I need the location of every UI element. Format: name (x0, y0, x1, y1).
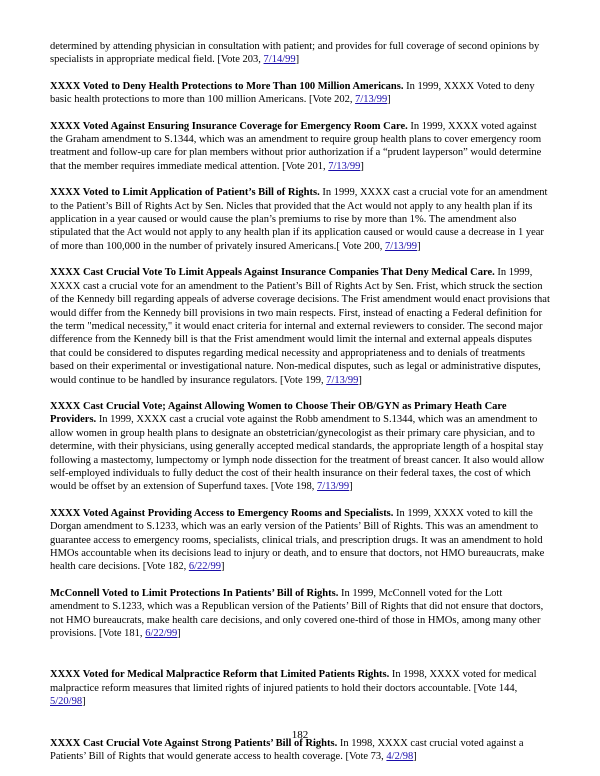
paragraph-limit-appeals (50, 266, 550, 387)
paragraph-tail: ] (387, 94, 391, 106)
paragraph-body: In 1999, XXXX voted against the Graham amendment to S.1344, which was an amendment to require group health plans to cover emergency room treatment and follow-up care for plan members without prior authorization if a “prudent layperson” would determine that the member requires immediate medical attention. [Vote 201, (50, 120, 542, 172)
vote-date-link[interactable]: 6/22/99 (188, 561, 221, 573)
paragraph-tail: ] (177, 628, 181, 640)
paragraph-malpractice-reform (50, 668, 550, 708)
paragraph-heading: XXXX Voted Against Ensuring Insurance Coverage for Emergency Room Care. (50, 120, 408, 132)
vote-date-link[interactable]: 6/22/99 (145, 628, 178, 640)
paragraph-heading: XXXX Cast Crucial Vote Against Strong Patients’ Bill of Rights. (50, 737, 338, 749)
paragraph-heading: XXXX Voted to Limit Application of Patient’s Bill of Rights. (50, 187, 320, 199)
paragraph-tail: ] (82, 696, 86, 708)
paragraph-deny-health-protections (50, 80, 550, 107)
paragraph-tail: ] (360, 160, 364, 172)
paragraph-tail: ] (295, 54, 300, 66)
paragraph-heading: XXXX Voted for Medical Malpractice Reform that Limited Patients Rights. (50, 669, 390, 681)
paragraph-body: determined by attending physician in consultation with patient; and provides for full coverage of second opinions by specialists in appropriate medical field. [Vote 203, (50, 41, 540, 66)
paragraph-heading: McConnell Voted to Limit Protections In Patients’ Bill of Rights. (50, 587, 339, 599)
paragraph-heading: XXXX Cast Crucial Vote; Against Allowing Women to Choose Their OB/GYN as Primary Heath Care Providers. (50, 400, 507, 426)
vote-date-link[interactable]: 7/13/99 (328, 160, 361, 172)
paragraph-body: In 1998, XXXX voted for medical malpractice reform measures that limited rights of injured patients to hold their doctors accountable. [Vote 144, (50, 669, 537, 694)
vote-date-link[interactable]: 7/14/99 (263, 54, 296, 66)
vote-date-link[interactable]: 7/13/99 (317, 481, 350, 493)
vote-date-link[interactable]: 7/13/99 (384, 240, 418, 252)
paragraph-tail: ] (358, 374, 362, 386)
paragraph-tail: ] (413, 751, 417, 763)
paragraph-heading: XXXX Cast Crucial Vote To Limit Appeals Against Insurance Companies That Deny Medical Care. (50, 267, 495, 279)
paragraph-body: In 1998, XXXX cast crucial voted against a Patients’ Bill of Rights that would generate access to health coverage. [Vote 73, (50, 737, 524, 763)
paragraph-body: In 1999, XXXX Voted to deny basic health protections to more than 100 million Americans. [Vote 202, (50, 80, 535, 106)
paragraph-continuation (50, 40, 550, 67)
paragraph-emergency-rooms-specialists (50, 507, 550, 574)
paragraph-obgyn-choice (50, 400, 550, 494)
paragraph-tail: ] (417, 240, 421, 252)
document-page (50, 40, 550, 776)
paragraph-heading: XXXX Voted to Deny Health Protections to More Than 100 Million Americans. (50, 80, 404, 92)
paragraph-emergency-room-care (50, 120, 550, 174)
paragraph-tail: ] (349, 481, 353, 493)
paragraph-body: In 1999, XXXX cast a crucial vote against the Robb amendment to S.1344, which was an amendment to allow women in group health plans to designate an obstetrician/gynecologist as their primary care physician, and to determine, with their physicians, using generally accepted medical standards, the appropriate length of a hospital stay following a mastectomy, lumpectomy or lymph node dissection for the treatment of breast cancer. It also would allow self-employed individuals to fully deduct the cost of their health insurance on their federal taxes, the cost of which would be offset by an extension of Superfund taxes. [Vote 198, (50, 414, 545, 493)
vote-date-link[interactable]: 7/13/99 (355, 94, 388, 106)
paragraph-limit-application (50, 186, 550, 253)
paragraph-body: In 1999, XXXX voted to kill the Dorgan amendment to S.1233, which was an early version of the Patients’ Bill of Rights. This was an amendment to guarantee access to emergency rooms, specialists, clinical trials, and prescription drugs. It was an amendment to hold HMOs accountable when its decisions lead to injury or death, and to ensure that doctors, not HMO bureaucrats, make health care decisions. [Vote 182, (50, 507, 545, 573)
paragraph-body: In 1999, XXXX cast a crucial vote for an amendment to the Patient’s Bill of Rights Act by Sen. Nicles that provided that the Act would not apply to any health plan if its application in a year caused or would cause the plan’s premiums to rise by more than 1%. The amendment also stipulated that the Act would not apply to any health plan if its application caused or would cause a decrease in 1 year of more than 100,000 in the number of privately insured Americans.[ Vote 200, (50, 187, 548, 252)
paragraph-heading: XXXX Voted Against Providing Access to Emergency Rooms and Specialists. (50, 507, 394, 519)
vote-date-link[interactable]: 7/13/99 (326, 374, 359, 386)
vote-date-link[interactable]: 4/2/98 (386, 751, 414, 763)
paragraph-body: In 1999, XXXX cast a crucial vote for an amendment to the Patient’s Bill of Rights Act by Sen. Frist, which struck the section of the Kennedy bill regarding appeals of adverse coverage decisions. The Frist amendment would enact provisions that would differ from the Kennedy bill provisions in two main respects. First, instead of enacting a Federal definition for the term "medical necessity," it would enact criteria for internal and external reviewers to consider. The second major difference from the Kennedy bill is that the Frist amendment would limit the internal and external appeals disputes that could be considered to disputes regarding medical necessity and appropriateness and to denials of treatments based on their experimental or investigational nature. Non-medical disputes, such as legal or administrative disputes, would continue to be handled by insurance regulators. [Vote 199, (50, 267, 550, 386)
paragraph-body: In 1999, McConnell voted for the Lott amendment to S.1233, which was a Republican version of the Patients’ Bill of Rights that did not ensure that doctors, not HMO bureaucrats, make health care decisions, and only covered one-third of those in HMOs, among many other provisions. [Vote 181, (50, 587, 544, 640)
vote-date-link[interactable]: 5/20/98 (50, 696, 83, 708)
paragraph-tail: ] (220, 561, 225, 573)
page-number: 182 (291, 729, 309, 741)
paragraph-limit-protections (50, 587, 550, 641)
